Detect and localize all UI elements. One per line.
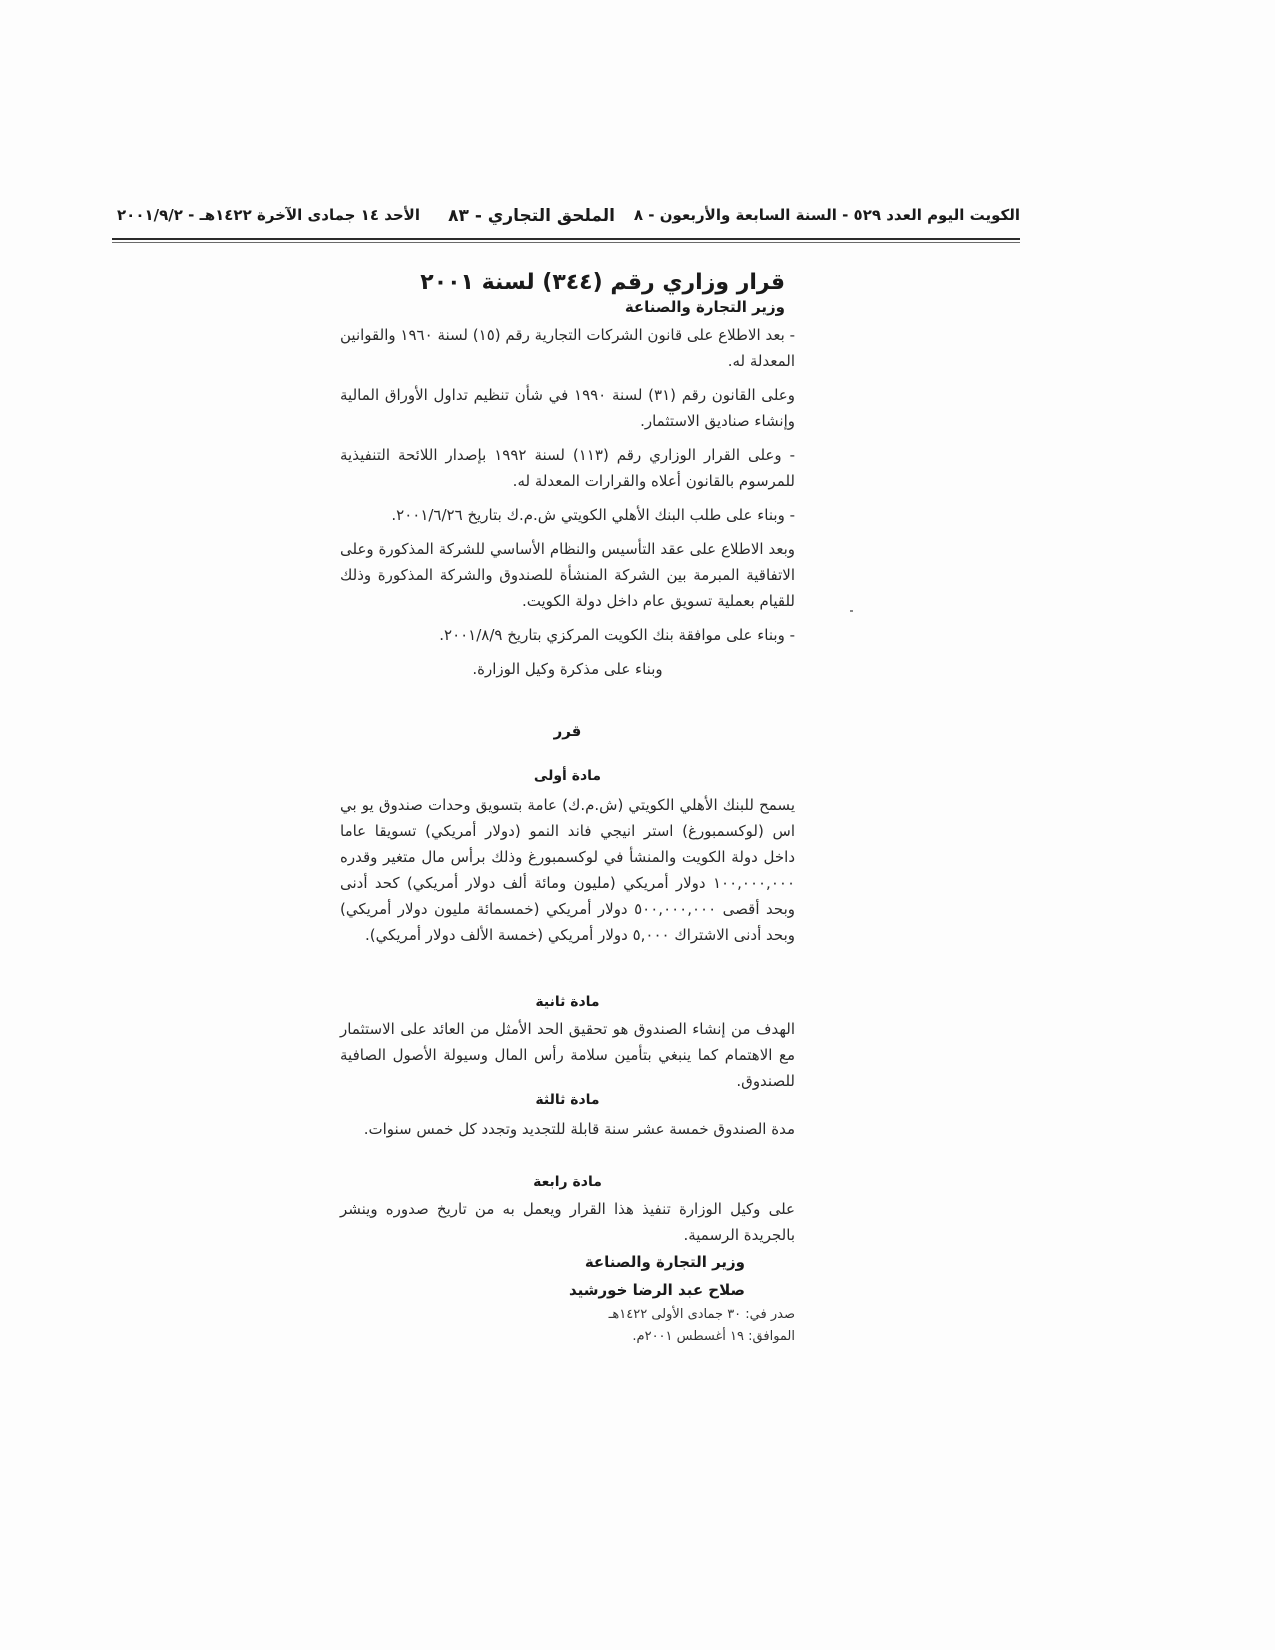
article-4-body: على وكيل الوزارة تنفيذ هذا القرار ويعمل به من تاريخ صدوره وينشر بالجريدة الرسمية.	[340, 1200, 795, 1244]
decided-heading: قرر	[553, 722, 582, 740]
preamble-item: - بعد الاطلاع على قانون الشركات التجارية رقم (١٥) لسنة ١٩٦٠ والقوانين المعدلة له.	[340, 326, 795, 370]
article-1-body: يسمح للبنك الأهلي الكويتي (ش.م.ك) عامة بتسويق وحدات صندوق يو بي اس (لوكسمبورغ) استر انيجي فاند النمو (دولار أمريكي) تسويقا عاما داخل دولة الكويت والمنشأ في لوكسمبورغ وذلك برأس مال متغير وقدره ١٠٠,٠٠٠,٠٠٠ دولار أمريكي (مليون ومائة ألف دولار أمريكي) كحد أدنى وبحد أقصى ٥٠٠,٠٠٠,٠٠٠ دولار أمريكي (خمسمائة مليون دولار أمريكي) وبحد أدنى الاشتراك ٥,٠٠٠ دولار أمريكي (خمسة الألف دولار أمريكي).	[340, 796, 795, 944]
article-4-title: مادة رابعة	[533, 1174, 602, 1190]
decree-issuer: وزير التجارة والصناعة	[624, 298, 785, 316]
signature-position: وزير التجارة والصناعة	[584, 1253, 745, 1271]
preamble-item: - وبناء على موافقة بنك الكويت المركزي بتاريخ ٢٠٠١/٨/٩.	[439, 626, 795, 644]
header-supplement: الملحق التجاري - ٨٣	[448, 206, 615, 226]
article-3-body: مدة الصندوق خمسة عشر سنة قابلة للتجديد وتجدد كل خمس سنوات.	[363, 1120, 795, 1138]
signature-name: صلاح عبد الرضا خورشيد	[568, 1281, 745, 1299]
preamble-item: - وبناء على طلب البنك الأهلي الكويتي ش.م.ك بتاريخ ٢٠٠١/٦/٢٦.	[391, 506, 795, 524]
header-issue: الكويت اليوم العدد ٥٢٩ - السنة السابعة والأربعون - ٨	[633, 206, 1020, 224]
article-1-title: مادة أولى	[533, 768, 602, 784]
scan-speck	[850, 610, 853, 612]
header-date: الأحد ١٤ جمادى الآخرة ١٤٢٢هـ - ٢٠٠١/٩/٢	[117, 206, 420, 224]
preamble	[340, 322, 795, 690]
decree-title: قرار وزاري رقم (٣٤٤) لسنة ٢٠٠١	[420, 270, 785, 295]
issued-date: صدر في: ٣٠ جمادى الأولى ١٤٢٢هـ	[608, 1307, 795, 1322]
article-2-body: الهدف من إنشاء الصندوق هو تحقيق الحد الأمثل من العائد على الاستثمار مع الاهتمام كما ينبغي بتأمين سلامة رأس المال وسيولة الأصول الصافية للصندوق.	[340, 1020, 795, 1090]
signature-block	[340, 1248, 795, 1348]
preamble-item: وبناء على مذكرة وكيل الوزارة.	[472, 660, 663, 678]
preamble-item: وبعد الاطلاع على عقد التأسيس والنظام الأساسي للشركة المذكورة وعلى الاتفاقية المبرمة بين الشركة المنشأة للصندوق والشركة المذكورة وذلك للقيام بعملية تسويق عام داخل دولة الكويت.	[340, 540, 795, 610]
article-2-title: مادة ثانية	[535, 994, 600, 1010]
header-rule-thin	[112, 242, 1020, 243]
article-3-title: مادة ثالثة	[535, 1092, 600, 1108]
corresponding-date: الموافق: ١٩ أغسطس ٢٠٠١م.	[632, 1329, 795, 1344]
gazette-header	[112, 206, 1020, 236]
header-rule	[112, 238, 1020, 240]
preamble-item: - وعلى القرار الوزاري رقم (١١٣) لسنة ١٩٩٢ بإصدار اللائحة التنفيذية للمرسوم بالقانون أعلاه والقرارات المعدلة له.	[340, 446, 796, 490]
preamble-item: وعلى القانون رقم (٣١) لسنة ١٩٩٠ في شأن تنظيم تداول الأوراق المالية وإنشاء صناديق الاستثمار.	[340, 386, 795, 430]
